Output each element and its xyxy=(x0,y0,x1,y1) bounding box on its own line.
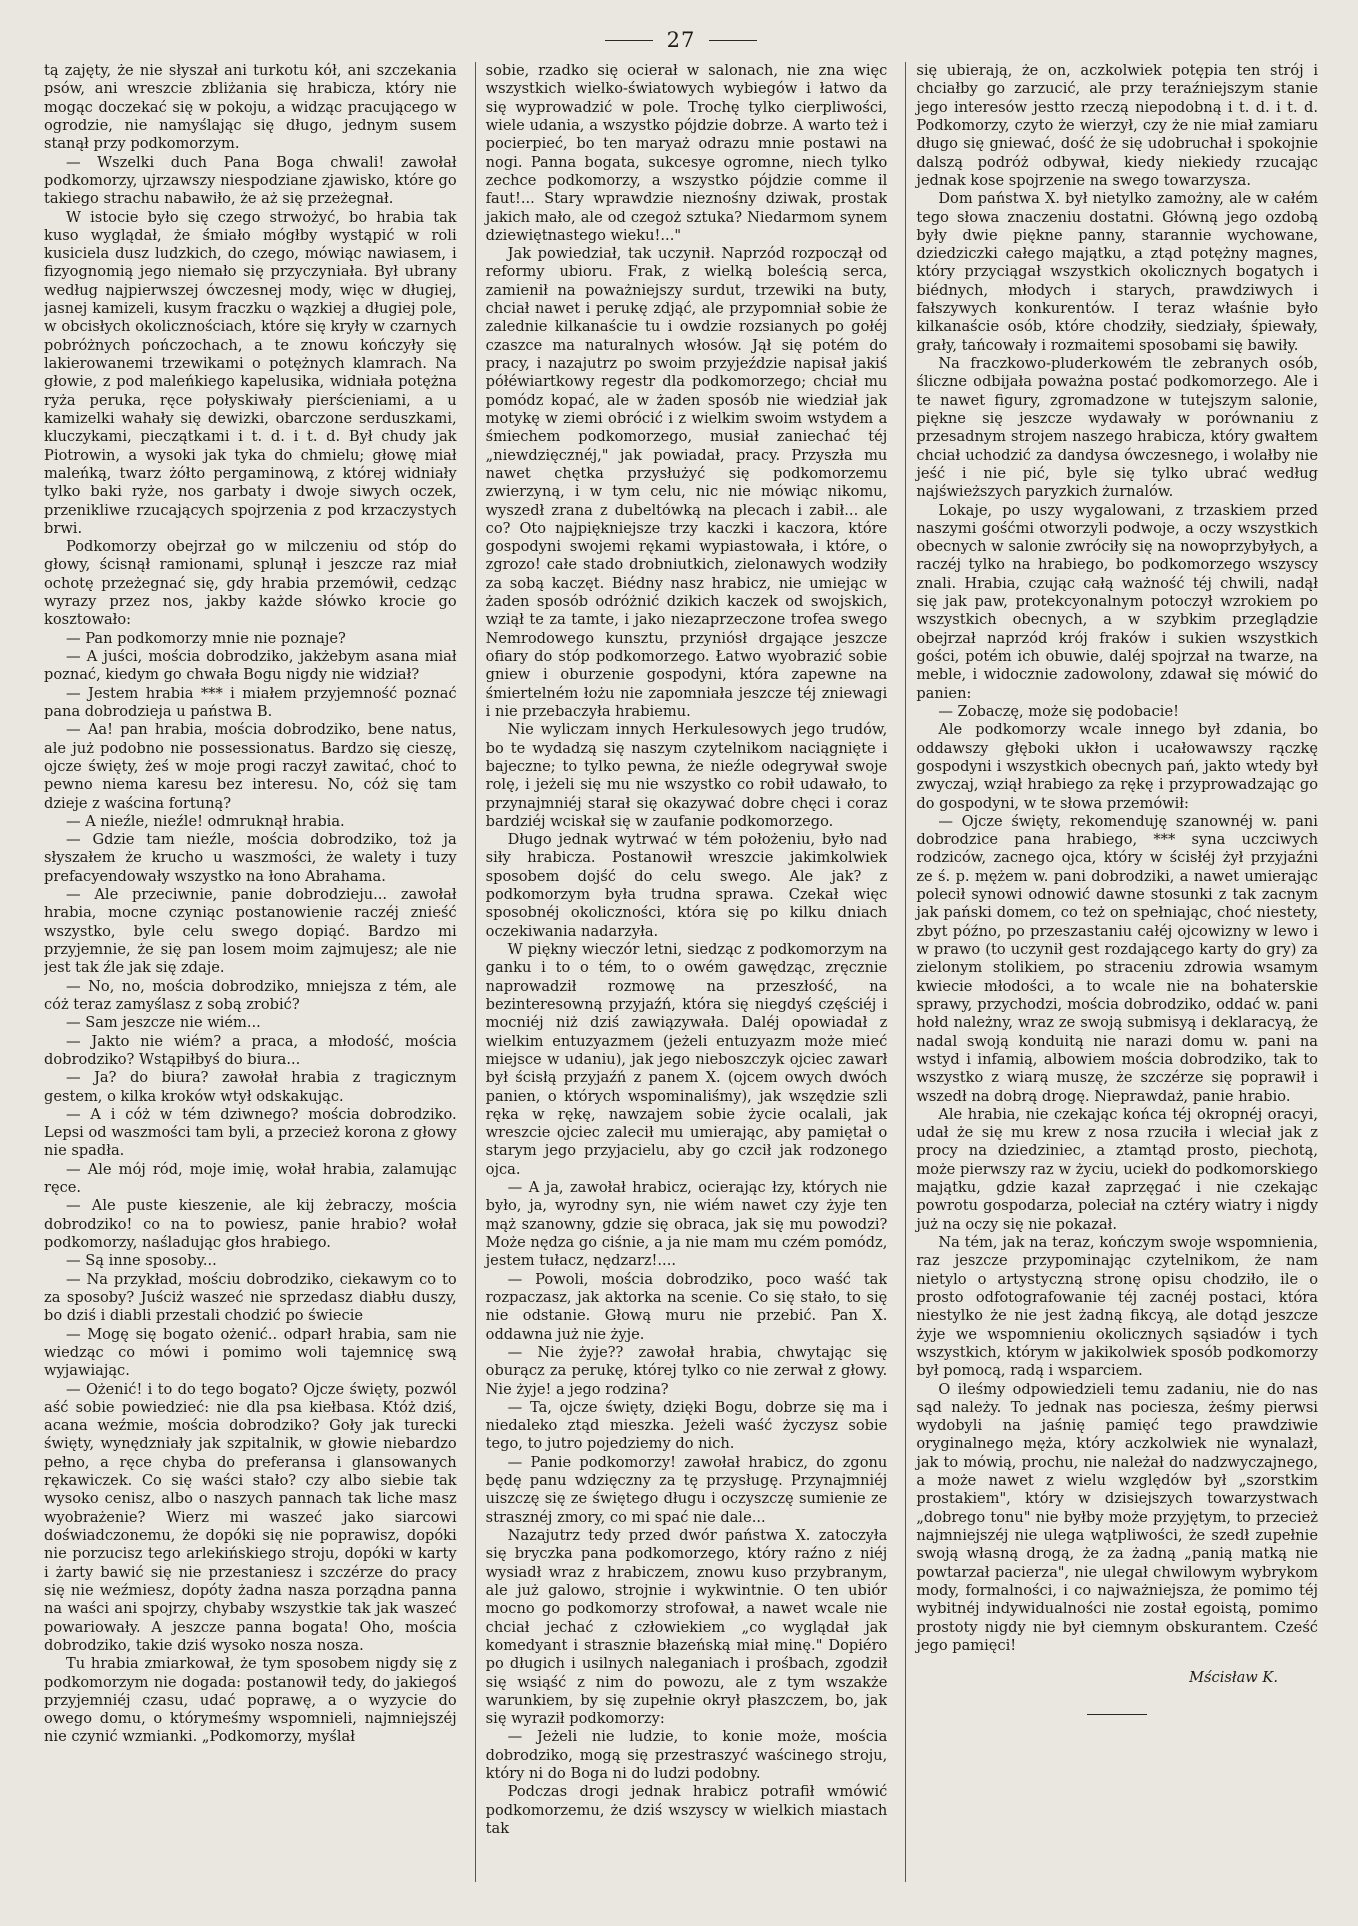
paragraph: Tu hrabia zmiarkował, że tym sposobem nigdy się z podkomorzym nie dogada: postanowił tedy, do jakiegoś przyjemniéj czasu, udać poprawę, a o wyzycie do owego domu, o którymeśmy wspomnieli, najmniejszéj nie czynić wzmianki. „Podkomorzy, myślał xyxy=(44,1655,457,1746)
paragraph: — Aa! pan hrabia, mościa dobrodziko, bene natus, ale już podobno nie possessionatus. Bardzo się cieszę, ojcze święty, żeś w moje progi raczył zawitać, choć to pewno niema karesu bez interesu. No, cóż się tam dzieje z waścina fortuną? xyxy=(44,721,457,812)
paragraph: Lokaje, po uszy wygalowani, z trzaskiem przed naszymi gośćmi otworzyli podwoje, a oczy wszystkich obecnych w salonie zwróciły się na nowoprzybyłych, a raczéj tylko na hrabiego, bo podkomorzego wszyscy znali. Hrabia, czując całą ważność téj chwili, nadął się jak paw, protekcyonalnym potoczył wzrokiem po wszystkich obecnych, a w szybkim przeglądzie obejrzał naprzód krój fraków i sukien wszystkich gości, potém ich obuwie, daléj spojrzał na twarze, na meble, i widocznie zadowolony, zdawał się mówić do panien: xyxy=(916,501,1318,702)
paragraph: Dom państwa X. był nietylko zamożny, ale w całém tego słowa znaczeniu dostatni. Główną jego ozdobą były dwie piękne panny, starannie wychowane, dziedziczki całego majątku, a ztąd potężny magnes, który przyciągał wszystkich okolicznych bogatych i biédnych, młodych i starych, prawdziwych i fałszywych konkurentów. I teraz właśnie było kilkanaście osób, które chodziły, siedziały, śpiewały, grały, tańcowały i rozmaitemi sposobami się bawiły. xyxy=(916,190,1318,354)
header-rule-right xyxy=(709,40,757,41)
paragraph: — Wszelki duch Pana Boga chwali! zawołał podkomorzy, ujrzawszy niespodziane zjawisko, które go takiego strachu nabawiło, że aż się przeżegnał. xyxy=(44,153,457,208)
paragraph: — Jeżeli nie ludzie, to konie może, mościa dobrodziko, mogą się przestraszyć waścinego stroju, który ni do Boga ni do ludzi podobny. xyxy=(485,1728,888,1783)
paragraph: — Ale przeciwnie, panie dobrodzieju... zawołał hrabia, mocne czyniąc postanowienie raczéj znieść wszystko, byle celu swego dopiąć. Bardzo mi przyjemnie, że się pan losem moim zajmujesz; ale nie jest tak źle jak się zdaje. xyxy=(44,886,457,977)
paragraph: tą zajęty, że nie słyszał ani turkotu kół, ani szczekania psów, ani wreszcie zbliżania się hrabicza, który nie mogąc doczekać się w pokoju, a widząc pracującego w ogrodzie, nie namyślając się długo, jednym susem stanął przy podkomorzym. xyxy=(44,62,457,153)
paragraph: — A ja, zawołał hrabicz, ocierając łzy, których nie było, ja, wyrodny syn, nie wiém nawet czy żyje ten mąż szanowny, gdzie się obraca, jak się mu powodzi? Może nędza go ciśnie, a ja nie mam mu czém pomódz, jestem tułacz, nędzarz!.... xyxy=(485,1179,888,1270)
page-header xyxy=(44,18,1318,62)
paragraph: — Na przykład, mościu dobrodziko, ciekawym co to za sposoby? Juściż waszeć nie sprzedasz diabłu duszy, bo dziś i diabli przestali chodzić po świecie xyxy=(44,1270,457,1325)
paragraph: — Zobaczę, może się podobacie! xyxy=(938,702,1179,720)
paragraph: Na fraczkowo-pluderkowém tle zebranych osób, śliczne odbijała poważna postać podkomorzego. Ale i te nawet figury, zgromadzone w tutejszym salonie, piękne się jeszcze wydawały w porównaniu z przesadnym strojem naszego hrabicza, który gwałtem chciał uchodzić za dandysa ówczesnego, i wolałby nie jeść i nie pić, byle się tylko ubrać według najświeższych paryzkich żurnalów. xyxy=(916,355,1318,501)
paragraph: się ubierają, że on, aczkolwiek potępia ten strój i chciałby go zarzucić, ale przy teraźniejszym stanie jego interesów jestto rzeczą niepodobną i t. d. i t. d. Podkomorzy, czyto że wierzył, czy że nie miał zamiaru długo się gniewać, dość że się udobruchał i spokojnie dalszą podróż odbywał, kiedy niekiedy rzucając jednak kose spojrzenie na swego towarzysza. xyxy=(916,62,1318,189)
paragraph: — Jestem hrabia *** i miałem przyjemność poznać pana dobrodzieja u państwa B. xyxy=(44,684,457,720)
column-2 xyxy=(475,62,888,1882)
paragraph: — Ale puste kieszenie, ale kij żebraczy, mościa dobrodziko! co na to powiesz, panie hrabio? wołał podkomorzy, naśladując głos hrabiego. xyxy=(44,1197,457,1251)
column-1 xyxy=(44,62,457,1882)
paragraph: — A i cóż w tém dziwnego? mościa dobrodziko. Lepsi od waszmości tam byli, a przecież korona z głowy nie spadła. xyxy=(44,1105,457,1160)
paragraph: — Jakto nie wiém? a praca, a młodość, mościa dobrodziko? Wstąpiłbyś do biura... xyxy=(44,1032,457,1068)
paragraph: — Gdzie tam nieźle, mościa dobrodziko, toż ja słyszałem że krucho u waszmości, że walety i tuzy prefacyendowały wszystko na łono Abrahama. xyxy=(44,831,457,885)
paragraph: W piękny wieczór letni, siedząc z podkomorzym na ganku i to o tém, to o owém gawędząc, zręcznie naprowadził rozmowę na przeszłość, na bezinteresowną przyjaźń, która się niegdyś częściéj i mocniéj niż dziś zawiązywała. Daléj opowiadał z wielkim entuzyazmem (jeżeli entuzyazm może mieć miejsce w udaniu), jak jego nieboszczyk ojciec zawarł był ścisłą przyjaźń z panem X. (ojcem owych dwóch panien, o których wspominaliśmy), jak wszędzie szli ręka w rękę, nawzajem sobie życie ocalali, jak wreszcie ojciec zalecił mu umierając, aby pamiętał o starym jego przyjacielu, aby go czcił jak rodzonego ojca. xyxy=(485,941,888,1178)
header-rule-left xyxy=(605,40,653,41)
paragraph: — Ożenić! i to do tego bogato? Ojcze święty, pozwól aść sobie powiedzieć: nie dla psa kiełbasa. Któż dziś, acana weźmie, mościa dobrodziko? Goły jak turecki święty, wynędzniały jak szpitalnik, w głowie niebardzo pełno, a ręce chyba do preferansa i glansowanych rękawiczek. Co się waści stało? czy albo siebie tak wysoko cenisz, albo o naszych pannach tak liche masz wyobrażenie? Wierz mi waszeć jako siarcowi doświadczonemu, że dopóki się nie poprawisz, dopóki nie porzucisz tego arlekińskiego stroju, dopóki w karty i żarty bawić się nie przestaniesz i szczérze do pracy się nie weźmiesz, dopóty żadna nasza porządna panna na waści ani spojrzy, chybaby wszystkie tak jak waszeć powariowały. A jeszcze panna bogata! Oho, mościa dobrodziko, takie dziś wysoko nosza nosza. xyxy=(44,1380,457,1654)
paragraph: Ale hrabia, nie czekając końca téj okropnéj oracyi, udał że się mu krew z nosa rzuciła i wleciał jak z procy na dziedziniec, a ztamtąd prosto, piechotą, może pierwszy raz w życiu, uciekł do podkomorskiego majątku, gdzie kazał zaprzęgać i nie czekając powrotu gospodarza, poleciał na cztéry wiatry i nigdy już na oczy się nie pokazał. xyxy=(916,1105,1318,1233)
paragraph: Ale podkomorzy wcale innego był zdania, bo oddawszy głęboki ukłon i ucałowawszy rączkę gospodyni i wszystkich obecnych pań, jakto wtedy był zwyczaj, wziął hrabiego za rękę i przyprowadzając go do gospodyni, w te słowa przemówił: xyxy=(916,721,1318,812)
paragraph: Nazajutrz tedy przed dwór państwa X. zatoczyła się bryczka pana podkomorzego, który raźno z niéj wysiadł wraz z hrabiczem, znowu kuso przybranym, ale już galowo, strojnie i wykwintnie. O ten ubiór mocno go podkomorzy strofował, a nawet wcale nie chciał jechać z człowiekiem „co wyglądał jak komedyant i strasznie błazeńską miał minę." Dopiéro po długich i usilnych naleganiach i prośbach, zgodził się wsiąść z nim do powozu, ale z tym wszakże warunkiem, by się zupełnie okrył płaszczem, bo, jak się wyraził podkomorzy: xyxy=(485,1527,888,1728)
paragraph: O ileśmy odpowiedzieli temu zadaniu, nie do nas sąd należy. To jednak nas pociesza, żeśmy pierwsi wydobyli na jaśnię pamięć tego prawdziwie oryginalnego męża, który aczkolwiek nie wynalazł, jak to mówią, prochu, nie należał do nadzwyczajnego, a może nawet z wielu względów był „szorstkim prostakiem", który w dzisiejszych towarzystwach „dobrego tonu" nie byłby może przyjętym, to przecież najmniejszéj nie ulega wątpliwości, że szedł zupełnie swoją własną drogą, że za żadną „panią matką nie powtarzał pacierza", nie ulegał chwilowym wybrykom mody, formalności, i co najważniejsza, że pomimo téj wybitnéj indywidualności nie został egoistą, pomimo prostoty nigdy nie był ciemnym obskurantem. Cześć jego pamięci! xyxy=(916,1380,1318,1654)
paragraph: — Ojcze święty, rekomenduję szanownéj w. pani dobrodzice pana hrabiego, *** syna uczciwych rodziców, zacnego ojca, który w ścisłéj żył przyjaźni ze ś. p. mężem w. pani dobrodziki, a nawet umierając polecił synowi odnowić dawne stosunki z tak zacnym jak pański domem, co też on spełniając, choć niestety, zbyt późno, po przeszastaniu całéj ojcowizny w lewo i w prawo (to uczynił gest rozdającego karty do gry) za zielonym stolikiem, po straceniu zdrowia wsamym kwiecie młodości, a to wcale nie na bohaterskie sprawy, przychodzi, mościa dobrodziko, oddać w. pani hołd należny, wraz ze swoją submisyą i deklaracyą, że nadal swoją konduitą nie narazi domu w. pani na wstyd i infamią, albowiem mościa dobrodziko, tak to wszystko z wiarą muszę, że szczérze się poprawił i wszedł na dobrą drogę. Nieprawdaż, panie hrabio. xyxy=(916,812,1318,1105)
author-signature: Mścisław K. xyxy=(1189,1669,1278,1687)
paragraph: Jak powiedział, tak uczynił. Naprzód rozpoczął od reformy ubioru. Frak, z wielką boleścią serca, zamienił na poważniejszy surdut, trzewiki na buty, chciał nawet i perukę zdjąć, ale przypomniał sobie że zalednie kilkanaście tu i owdzie rozsianych po gołéj czaszce ma naturalnych włosów. Jął się potém do pracy, i nazajutrz po swoim przyjeździe napisał jakiś półéwiartkowy regestr dla podkomorzego; chciał mu pomódz kopać, ale w żaden sposób nie wiedział jak motykę w ziemi obrócić i z wielkim swoim wstydem a śmiechem podkomorzego, musiał zaniechać téj „niewdzięcznéj," jak powiadał, pracy. Przyszła mu nawet chętka przysłużyć się podkomorzemu zwierzyną, i w tym celu, nic nie mówiąc nikomu, wyszedł zrana z dubeltówką na plecach i zabił... ale co? Oto najpiękniejsze trzy kaczki i kaczora, które gospodyni swojemi rękami wypiastowała, i które, o zgrozo! całe stado drobniutkich, zielonawych wodziły za sobą kaczęt. Biédny nasz hrabicz, nie umiejąc w żaden sposób odróżnić dzikich kaczek od swojskich, wziął te za tamte, i jako niezaprzeczone trofea swego Nemrodowego kunsztu, przyniósł drgające jeszcze ofiary do stóp podkomorzego. Łatwo wyobrazić sobie gniew i oburzenie gospodyni, która zapewne na śmiertelném łożu nie zapomniała jeszcze téj zniewagi i nie przebaczyła hrabiemu. xyxy=(485,245,888,720)
paragraph: — Nie żyje?? zawołał hrabia, chwytając się oburącz za perukę, której tylko co nie zerwał z głowy. Nie żyje! a jego rodzina? xyxy=(485,1343,888,1398)
paragraph: Na tém, jak na teraz, kończym swoje wspomnienia, raz jeszcze przypominając czytelnikom, że nam nietylo o artystyczną stronę opisu chodziło, ile o prosto odfotografowanie téj zacnéj postaci, która niestylko że nie jest żadną fikcyą, ale dotąd jeszcze żyje we wspomnieniu okolicznych sąsiadów i tych wszystkich, którym w jakikolwiek sposób podkomorzy był pomocą, radą i wsparciem. xyxy=(916,1234,1318,1380)
paragraph: — Sam jeszcze nie wiém... xyxy=(66,1014,261,1032)
paragraph: — Ta, ojcze święty, dzięki Bogu, dobrze się ma i niedaleko ztąd mieszka. Jeżeli waść życzysz sobie tego, to jutro pojedziemy do nich. xyxy=(485,1398,888,1453)
paragraph: — Ja? do biura? zawołał hrabia z tragicznym gestem, o kilka kroków wtył odskakując. xyxy=(44,1069,457,1105)
paragraph: sobie, rzadko się ocierał w salonach, nie zna więc wszystkich wielko-światowych wybiegów i łatwo da się wyprowadzić w pole. Trochę tylko cierpliwości, wiele udania, a wszystko pójdzie dobrze. A warto też i pocierpieć, bo ten maryaż odrazu mnie postawi na nogi. Panna bogata, sukcesye ogromne, niech tylko zechce podkomorzy, a wszystko pójdzie comme il faut!... Stary wprawdzie nieznośny dziwak, prostak jakich mało, ale od czegoż sztuka? Niedarmom synem dziewiętnastego wieku!..." xyxy=(485,62,888,244)
paragraph: — Powoli, mościa dobrodziko, poco waść tak rozpaczasz, jak aktorka na scenie. Co się stało, to się nie odstanie. Głową muru nie przebić. Pan X. oddawna już nie żyje. xyxy=(485,1270,888,1343)
page-number: 27 xyxy=(666,28,696,52)
column-3 xyxy=(905,62,1318,1882)
paragraph: — A juści, mościa dobrodziko, jakżebym asana miał poznać, kiedym go chwała Bogu nigdy nie widział? xyxy=(44,648,457,684)
paragraph: W istocie było się czego strwożyć, bo hrabia tak kuso wyglądał, że śmiało mógłby wystąpić w roli kusiciela dusz ludzkich, do czego, mówiąc nawiasem, i fizyognomią jego niemało się przyczyniała. Był ubrany według najpierwszej ówczesnej mody, więc w długiej, jasnej kamizeli, kusym fraczku o wązkiej a długiej pole, w obcisłych okolicznościach, które się kryły w czarnych pobróżnych pończochach, a te znowu kończyły się lakierowanemi trzewikami o potężnych klamrach. Na głowie, z pod maleńkiego kapelusika, widniała potężna ryża peruka, ręce połyskiwały pierścieniami, a u kamizelki wahały się dewizki, obarczone serduszkami, kluczykami, pieczątkami i t. d. i t. d. Był chudy jak Piotrowin, a wysoki jak tyka do chmielu; głowę miał maleńką, twarz żółto pergaminową, z której widniały tylko baki ryże, nos garbaty i dwoje siwych oczek, przenikliwe rzucających spojrzenia z pod krzaczystych brwi. xyxy=(44,208,457,537)
paragraph: — Mogę się bogato ożenić.. odparł hrabia, sam nie wiedząc co mówi i pomimo woli tajemnicę swą wyjawiając. xyxy=(44,1325,457,1380)
text-columns xyxy=(44,62,1318,1882)
paragraph: Podkomorzy obejrzał go w milczeniu od stóp do głowy, ścisnął ramionami, splunął i jeszcze raz miał ochotę przeżegnać się, gdy hrabia przemówił, cedząc wyrazy przez nos, jakby każde słówko krocie go kosztowało: xyxy=(44,538,457,629)
paragraph: Podczas drogi jednak hrabicz potrafił wmówić podkomorzemu, że dziś wszyscy w wielkich miastach tak xyxy=(485,1783,888,1837)
paragraph: — No, no, mościa dobrodziko, mniejsza z tém, ale cóż teraz zamyślasz z sobą zrobić? xyxy=(44,977,457,1013)
paragraph: — A nieźle, nieźle! odmruknął hrabia. xyxy=(66,812,345,830)
paragraph: — Ale mój ród, moje imię, wołał hrabia, zalamując ręce. xyxy=(44,1160,457,1197)
column-3-body xyxy=(916,62,1318,1655)
paragraph: — Pan podkomorzy mnie nie poznaje? xyxy=(66,629,346,647)
paragraph: — Panie podkomorzy! zawołał hrabicz, do zgonu będę panu wdzięczny za tę przysługę. Przynajmniéj uiszczę się ze świętego długu i oczyszczę sumienie ze strasznéj zmory, co mi spać nie dale... xyxy=(485,1453,888,1526)
paragraph: — Są inne sposoby... xyxy=(66,1252,217,1270)
end-rule xyxy=(1087,1714,1147,1715)
paragraph: Nie wyliczam innych Herkulesowych jego trudów, bo te wydadzą się naszym czytelnikom naciągnięte i bajeczne; to tylko pewna, że nieźle odegrywał swoje rolę, i jeżeli się mu nie wszystko co robił udawało, to przynajmniéj starał się okazywać dobre chęci i coraz bardziéj wciskał się w zaufanie podkomorzego. xyxy=(485,721,888,830)
paragraph: Długo jednak wytrwać w tém położeniu, było nad siły hrabicza. Postanowił wreszcie jakimkolwiek sposobem dojść do celu swego. Ale jak? z podkomorzym była trudna sprawa. Czekał więc sposobnéj okoliczności, która się po kilku dniach oczekiwania nadarzyła. xyxy=(485,831,888,940)
